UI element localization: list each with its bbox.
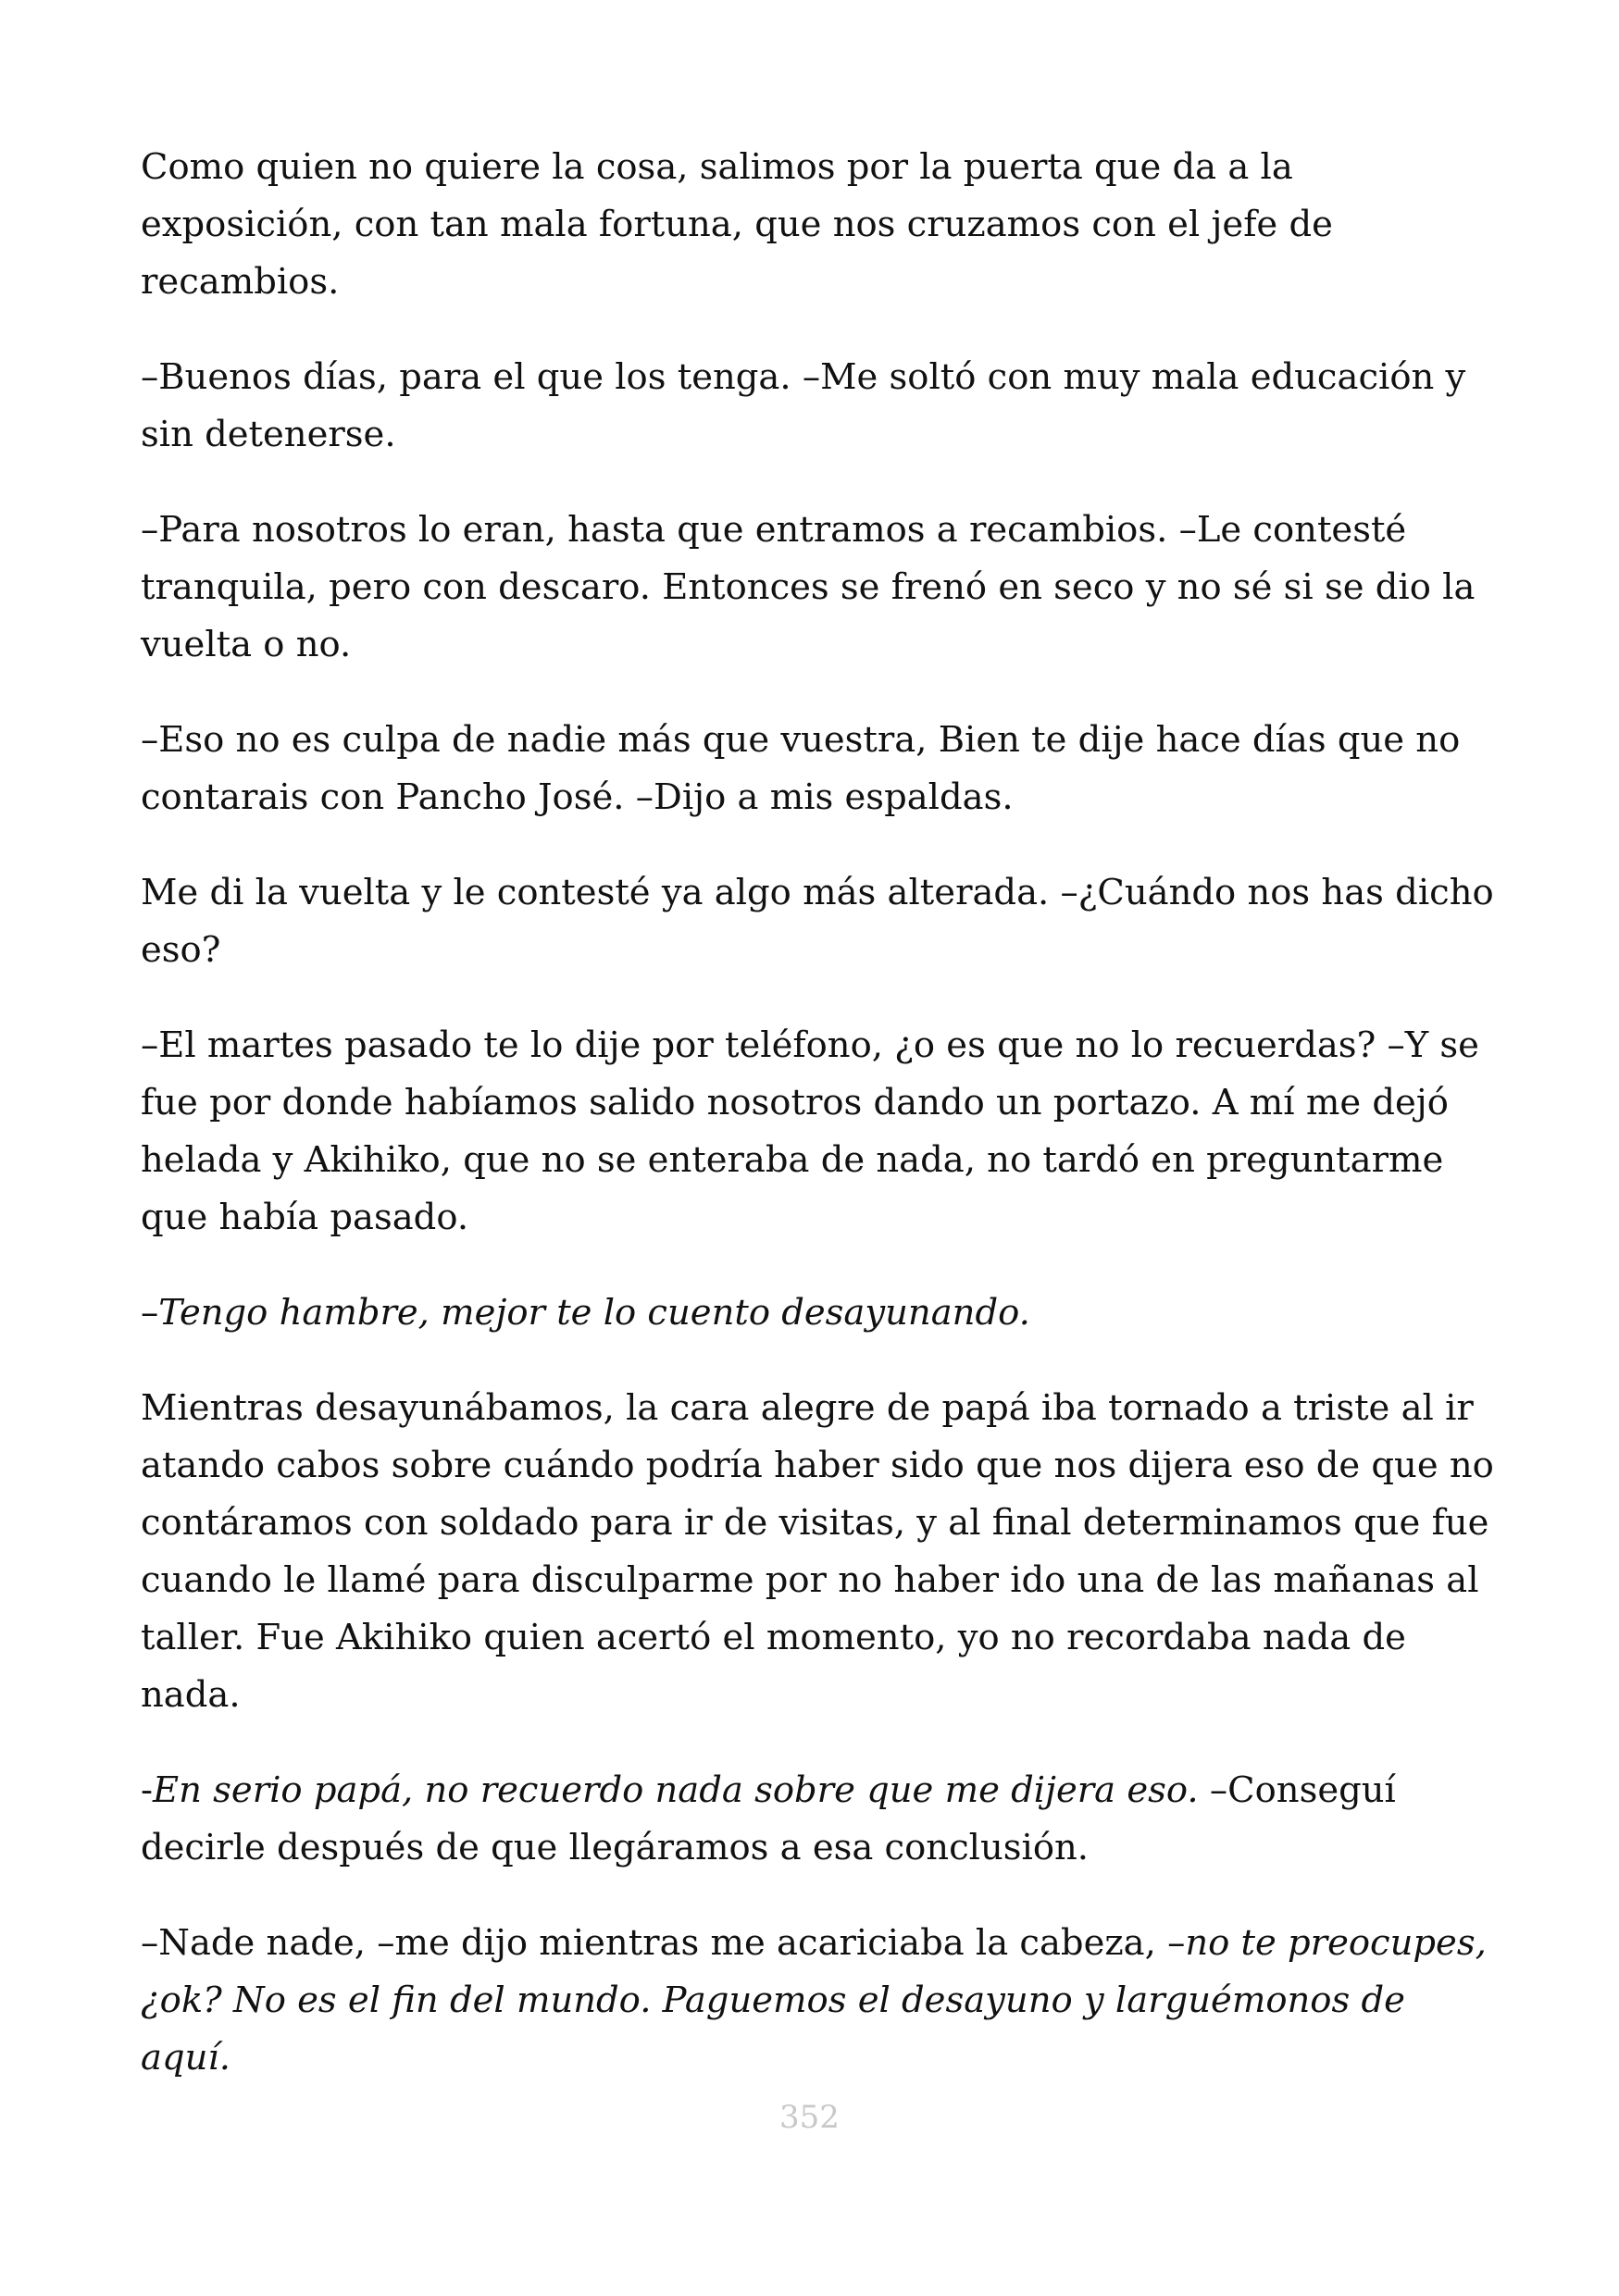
text-run: –Conseguí decirle después de que llegáramos a esa conclusión. (141, 1769, 1396, 1868)
italic-text-run: En serio papá, no recuerdo nada sobre que me dijera eso. (153, 1769, 1199, 1811)
text-run: Mientras desayunábamos, la cara alegre de papá iba tornado a triste al ir atando cabos sobre cuándo podría haber sido que nos dijera eso de que no contáramos con soldado para ir de visitas, y al final determinamos que fue cuando le llamé para disculparme por no haber ido una de las mañanas al taller. Fue Akihiko quien acertó el momento, yo no recordaba nada de nada. (141, 1387, 1494, 1716)
paragraph (141, 1380, 1501, 1724)
dialogue-paragraph (141, 502, 1501, 674)
body-text (141, 139, 1501, 2125)
italic-text-run: Tengo hambre, mejor te lo cuento desayunando. (158, 1292, 1030, 1334)
dialogue-paragraph (141, 712, 1501, 826)
dialogue-paragraph (141, 349, 1501, 464)
page-number: 352 (779, 2099, 840, 2136)
dialogue-paragraph (141, 1762, 1501, 1877)
text-run: –Nade nade, –me dijo mientras me acariciaba la cabeza, – (141, 1922, 1186, 1964)
text-run: Como quien no quiere la cosa, salimos por la puerta que da a la exposición, con tan mala fortuna, que nos cruzamos con el jefe de recambios. (141, 146, 1333, 303)
text-run: –Buenos días, para el que los tenga. –Me soltó con muy mala educación y sin detenerse. (141, 356, 1466, 455)
dialogue-paragraph (141, 1915, 1501, 2087)
text-run: – (141, 1292, 159, 1334)
dialogue-paragraph (141, 1017, 1501, 1247)
text-run: –Para nosotros lo eran, hasta que entramos a recambios. –Le contesté tranquila, pero con descaro. Entonces se frenó en seco y no sé si se dio la vuelta o no. (141, 509, 1476, 665)
dialogue-paragraph (141, 1285, 1501, 1342)
text-run: - (141, 1769, 154, 1811)
paragraph (141, 139, 1501, 311)
paragraph (141, 864, 1501, 979)
text-run: –Eso no es culpa de nadie más que vuestra, Bien te dije hace días que no contarais con Pancho José. –Dijo a mis espaldas. (141, 719, 1461, 818)
text-run: –El martes pasado te lo dije por teléfono, ¿o es que no lo recuerdas? –Y se fue por donde habíamos salido nosotros dando un portazo. A mí me dejó helada y Akihiko, que no se enteraba de nada, no tardó en preguntarme que había pasado. (141, 1024, 1479, 1238)
italic-text-run: no te preocupes, ¿ok? No es el fin del mundo. Paguemos el desayuno y larguémonos de aquí. (141, 1922, 1487, 2079)
text-run: Me di la vuelta y le contesté ya algo más alterada. –¿Cuándo nos has dicho eso? (141, 872, 1494, 971)
